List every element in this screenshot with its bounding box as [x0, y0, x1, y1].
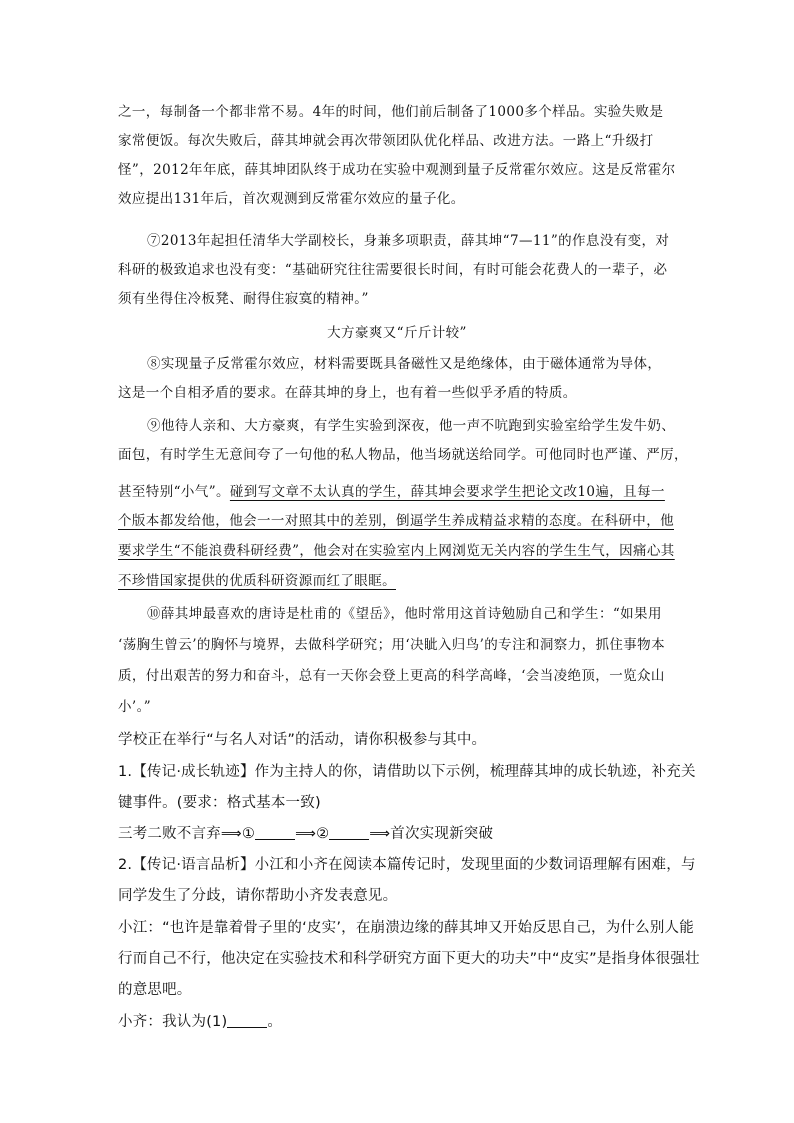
chain-start: 三考二败不言弃⟹ [118, 826, 242, 842]
p7-line-1: ⑦2013年起担任清华大学副校长，身兼多项职责，薛其坤“7—11”的作息没有变，对 [147, 233, 670, 249]
question-2-line-2: 同学发生了分歧，请你帮助小齐发表意见。 [118, 888, 398, 904]
p10-line-3: 质，付出艰苦的努力和奋斗，总有一天你会登上更高的科学高峰，‘会当凌绝顶，一览众山 [118, 668, 665, 684]
answer-blank-1[interactable] [255, 825, 295, 840]
xiaojiang-line-3: 的意思吧。 [118, 982, 192, 998]
xiaojiang-line-1: 小江：“也许是靠着骨子里的‘皮实’，在崩溃边缘的薛其坤又开始反思自己，为什么别人能 [118, 920, 694, 936]
p9-underlined-line-2: 要求学生“不能浪费科研经费”，他会对在实验室内上网浏览无关内容的学生生气，因痛心其 [118, 543, 675, 559]
blank-1-label: ① [241, 826, 256, 842]
question-1-line-2: 键事件。(要求：格式基本一致) [118, 795, 321, 811]
p8-line-2: 这是一个自相矛盾的要求。在薛其坤的身上，也有着一些似乎矛盾的特质。 [118, 385, 577, 401]
p8-line-1: ⑧实现量子反常霍尔效应，材料需要既具备磁性又是绝缘体，由于磁体通常为导体， [147, 356, 662, 372]
answer-blank-xiaoqi[interactable] [227, 1013, 267, 1028]
p9-underlined-sentence-start: 碰到写文章不太认真的学生，薛其坤会要求学生把论文改10遍，且每一 [229, 484, 665, 500]
question-1-chain [118, 822, 493, 843]
p6-line-4: 效应提出131年后，首次观测到反常霍尔效应的量子化。 [118, 191, 465, 207]
section-subheading: 大方豪爽又“斤斤计较” [327, 325, 467, 341]
p7-line-3: 须有坐得住冷板凳、耐得住寂寞的精神。” [118, 291, 369, 307]
question-2-line-1: 2.【传记·语言品析】小江和小齐在阅读本篇传记时，发现里面的少数词语理解有困难，与 [118, 857, 696, 873]
xiaoqi-suffix: 。 [267, 1014, 283, 1030]
xiaoqi-line [118, 1010, 282, 1031]
p9-underlined-line-1: 个版本都发给他，他会一一对照其中的差别，倒逼学生养成精益求精的态度。在科研中，他 [118, 513, 674, 529]
xiaoqi-prefix: 小齐：我认为(1) [118, 1014, 228, 1030]
p7-line-2: 科研的极致追求也没有变：“基础研究往往需要很长时间，有时可能会花费人的一辈子，必 [118, 262, 668, 278]
answer-blank-2[interactable] [329, 825, 369, 840]
p9-line-2: 面包，有时学生无意间夸了一句他的私人物品，他当场就送给同学。可他同时也严谨、严厉， [118, 447, 688, 463]
p10-line-1: ⑩薛其坤最喜欢的唐诗是杜甫的《望岳》，他时常用这首诗勉励自己和学生：“如果用 [147, 606, 662, 622]
p6-line-3: 怪”，2012年年底，薛其坤团队终于成功在实验中观测到量子反常霍尔效应。这是反常霍尔 [118, 162, 676, 178]
question-1-line-1: 1.【传记·成长轨迹】作为主持人的你，请借助以下示例，梳理薛其坤的成长轨迹，补充关 [118, 764, 696, 780]
p6-line-1: 之一，每制备一个都非常不易。4年的时间，他们前后制备了1000多个样品。实验失败是 [118, 104, 664, 120]
activity-intro: 学校正在举行“与名人对话”的活动，请你积极参与其中。 [118, 732, 487, 748]
xiaojiang-line-2: 行而自己不行，他决定在实验技术和科学研究方面下更大的功夫”中“皮实”是指身体很强壮 [118, 951, 700, 967]
p9-underlined-line-3: 不珍惜国家提供的优质科研资源而红了眼眶。 [118, 573, 396, 589]
p9-line-3 [118, 480, 665, 500]
p6-line-2: 家常便饭。每次失败后，薛其坤就会再次带领团队优化样品、改进方法。一路上“升级打 [118, 133, 654, 149]
blank-2-label: ② [316, 826, 330, 842]
chain-arrow-2: ⟹ [295, 826, 317, 842]
chain-end: ⟹首次实现新突破 [369, 826, 494, 842]
p9-line-3-plain: 甚至特别“小气”。 [118, 484, 230, 500]
p10-line-4: 小’。” [118, 699, 152, 715]
p10-line-2: ‘荡胸生曾云’的胸怀与境界，去做科学研究；用‘决眦入归鸟’的专注和洞察力，抓住事物本 [118, 637, 665, 653]
p9-line-1: ⑨他待人亲和、大方豪爽，有学生实验到深夜，他一声不吭跑到实验室给学生发牛奶、 [147, 418, 676, 434]
